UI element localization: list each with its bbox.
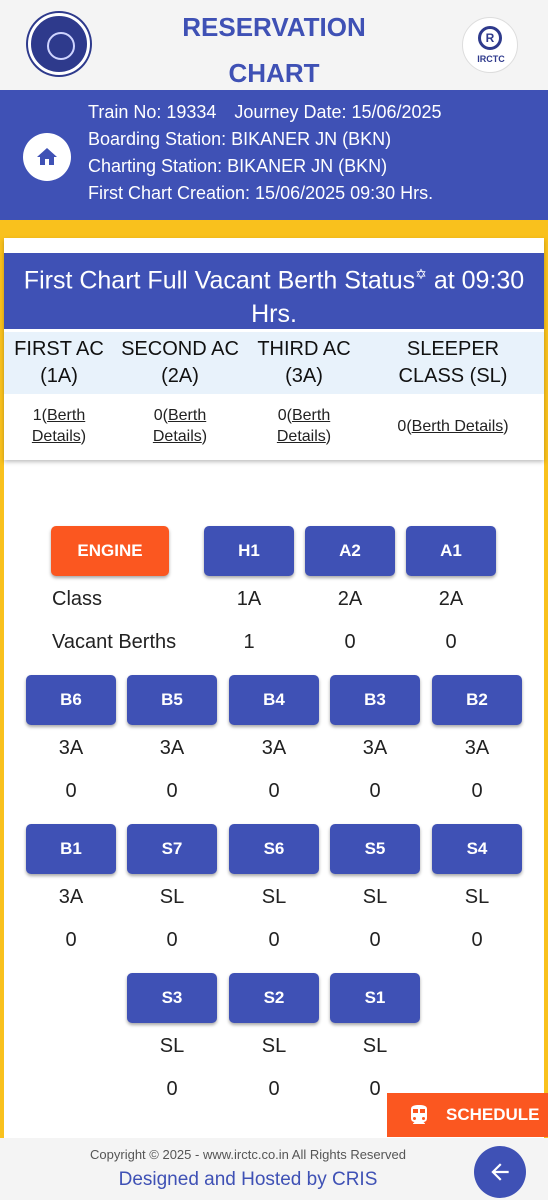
coach-class: SL: [159, 1035, 185, 1057]
coach-class: SL: [362, 1035, 388, 1057]
berth-details-link[interactable]: Berth: [167, 407, 207, 424]
coach-vacant: 0: [471, 929, 483, 951]
coach-class: 2A: [337, 588, 363, 610]
header-first-ac: [4, 332, 114, 394]
coach-button[interactable]: H1: [204, 526, 294, 576]
coach-vacant: 0: [369, 780, 381, 802]
coach-class: 1A: [236, 588, 262, 610]
header-code: (3A): [285, 365, 323, 387]
charting-station: Charting Station: BIKANER JN (BKN): [88, 156, 388, 176]
coach-class: 3A: [362, 737, 388, 759]
vacant-status-title: [4, 253, 544, 329]
coach-button[interactable]: B4: [229, 675, 319, 725]
back-button[interactable]: [474, 1146, 526, 1198]
berth-details-link[interactable]: Berth Details: [411, 417, 504, 435]
berth-details-link[interactable]: Details: [276, 428, 326, 445]
header-label: THIRD AC: [257, 338, 351, 360]
coach-button[interactable]: S3: [127, 973, 217, 1023]
home-icon: [35, 145, 59, 169]
train-info-panel: [0, 90, 548, 220]
coach-class: SL: [362, 886, 388, 908]
status-title-time: at 09:30 Hrs.: [251, 266, 525, 329]
page-title-line2: CHART: [228, 58, 320, 88]
home-button[interactable]: [23, 133, 71, 181]
boarding-station: Boarding Station: BIKANER JN (BKN): [88, 129, 392, 149]
journey-date: Journey Date: 15/06/2025: [234, 102, 442, 122]
value-first-ac: 1(Berth Details): [31, 407, 87, 445]
coach-class: SL: [464, 886, 490, 908]
coach-vacant: 0: [445, 631, 457, 653]
coach-vacant: 0: [268, 780, 280, 802]
coach-class: 3A: [464, 737, 490, 759]
berth-details-link[interactable]: Berth: [291, 407, 331, 424]
header-label: FIRST AC: [14, 338, 104, 360]
first-chart-creation: First Chart Creation: 15/06/2025 09:30 Hrs.: [88, 183, 434, 203]
train-number: Train No: 19334: [88, 102, 217, 122]
coach-button[interactable]: S2: [229, 973, 319, 1023]
irctc-logo: [462, 17, 518, 73]
coach-button[interactable]: S1: [330, 973, 420, 1023]
status-header-row: [4, 332, 544, 394]
vacant-count: 0: [277, 407, 287, 424]
coach-vacant: 1: [243, 631, 255, 653]
coach-vacant: 0: [471, 780, 483, 802]
designed-by-link[interactable]: Designed and Hosted by CRIS: [118, 1169, 378, 1190]
coach-vacant: 0: [268, 1078, 280, 1100]
coach-button[interactable]: B5: [127, 675, 217, 725]
vacant-berths-label: Vacant Berths: [52, 631, 177, 653]
class-label: Class: [52, 588, 103, 610]
coach-button[interactable]: S5: [330, 824, 420, 874]
coach-vacant: 0: [65, 929, 77, 951]
coach-button[interactable]: S4: [432, 824, 522, 874]
schedule-button[interactable]: [387, 1093, 548, 1137]
coach-button[interactable]: S6: [229, 824, 319, 874]
vacant-berth-status-card: [4, 238, 544, 460]
status-title-text: First Chart Full Vacant Berth Status: [23, 266, 416, 295]
coach-class: 3A: [58, 737, 84, 759]
irctc-emblem-icon: R: [478, 26, 502, 50]
coach-button[interactable]: S7: [127, 824, 217, 874]
train-icon: [407, 1103, 431, 1127]
coach-class: SL: [261, 1035, 287, 1057]
vacant-count: 0: [397, 417, 407, 435]
coach-button[interactable]: A2: [305, 526, 395, 576]
coach-vacant: 0: [166, 929, 178, 951]
coach-button[interactable]: A1: [406, 526, 496, 576]
indian-railways-logo: [28, 13, 90, 75]
header-label: SECOND AC: [121, 338, 239, 360]
value-sleeper: 0(Berth Details): [397, 417, 509, 435]
footer: [0, 1138, 548, 1200]
header-third-ac: [246, 332, 362, 394]
coach-button[interactable]: B1: [26, 824, 116, 874]
berth-details-link[interactable]: Details: [31, 428, 81, 445]
coach-class: 3A: [58, 886, 84, 908]
header-code: (1A): [40, 365, 78, 387]
star-icon: ✡: [415, 266, 427, 282]
coach-class: 3A: [159, 737, 185, 759]
header-code: CLASS (SL): [398, 365, 508, 387]
schedule-label: SCHEDULE: [446, 1105, 540, 1124]
header-code: (2A): [161, 365, 199, 387]
coach-vacant: 0: [166, 780, 178, 802]
coach-button[interactable]: B6: [26, 675, 116, 725]
copyright-text: Copyright © 2025 - www.irctc.co.in All Rights Reserved: [90, 1147, 406, 1162]
coach-vacant: 0: [369, 929, 381, 951]
engine-button[interactable]: ENGINE: [51, 526, 169, 576]
coach-vacant: 0: [344, 631, 356, 653]
coach-vacant: 0: [166, 1078, 178, 1100]
page-title-line1: RESERVATION: [182, 12, 366, 42]
header-sleeper: [362, 332, 544, 394]
coach-vacant: 0: [268, 929, 280, 951]
coach-class: SL: [261, 886, 287, 908]
berth-details-link[interactable]: Details: [152, 428, 202, 445]
value-third-ac: 0(Berth Details): [276, 407, 332, 445]
status-value-row: [4, 396, 544, 456]
header-second-ac: [114, 332, 246, 394]
berth-details-link[interactable]: Berth: [46, 407, 86, 424]
app-header: [0, 0, 548, 90]
arrow-left-icon: [487, 1159, 513, 1185]
coach-button[interactable]: B3: [330, 675, 420, 725]
coach-button[interactable]: B2: [432, 675, 522, 725]
vacant-count: 0: [153, 407, 163, 424]
irctc-logo-text: IRCTC: [477, 54, 505, 64]
coach-vacant: 0: [369, 1078, 381, 1100]
page-title: [150, 4, 398, 96]
value-second-ac: 0(Berth Details): [152, 407, 208, 445]
coach-class: 2A: [438, 588, 464, 610]
coach-class: 3A: [261, 737, 287, 759]
train-journey-line: [88, 99, 442, 126]
coach-class: SL: [159, 886, 185, 908]
header-label: SLEEPER: [406, 338, 500, 360]
coach-vacant: 0: [65, 780, 77, 802]
vacant-count: 1: [32, 407, 42, 424]
